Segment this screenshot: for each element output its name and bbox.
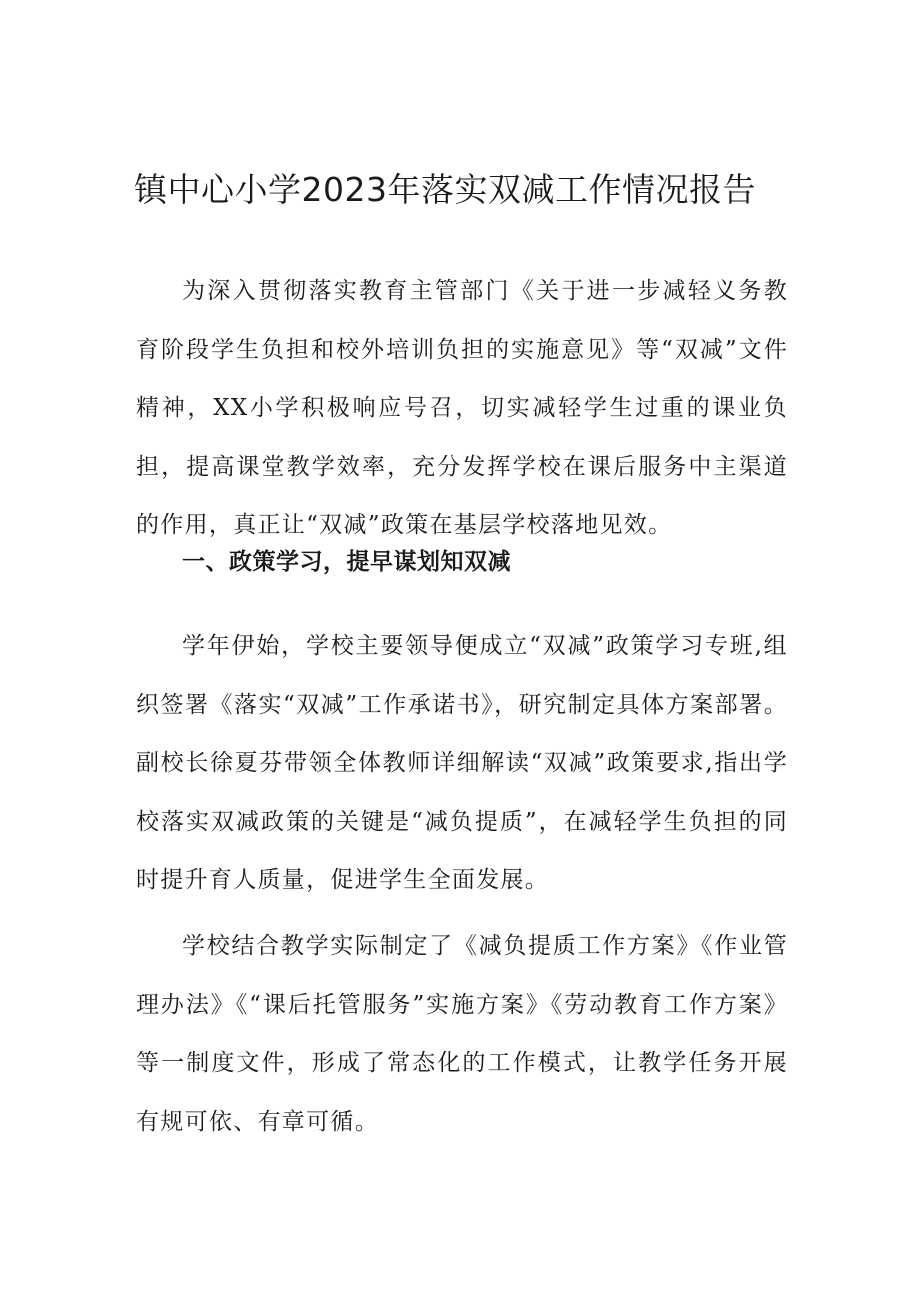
document-title: 镇中心小学2023年落实双减工作情况报告 [134, 170, 756, 209]
intro-paragraph: 为深入贯彻落实教育主管部门《关于进一步减轻义务教育阶段学生负担和校外培训负担的实施意见》等“双减”文件精神，XX小学积极响应号召，切实减轻学生过重的课业负担，提高课堂教学效率，充分发挥学校在课后服务中主渠道的作用，真正让“双减”政策在基层学校落地见效。 [136, 278, 788, 538]
section-heading-policy-study: 一、政策学习，提早谋划知双减 [182, 549, 511, 575]
section1-paragraph-1: 学年伊始，学校主要领导便成立“双减”政策学习专班,组织签署《落实“双减”工作承诺书》，研究制定具体方案部署。副校长徐夏芬带领全体教师详细解读“双减”政策要求,指出学校落实双减政策的关键是“减负提质”，在减轻学生负担的同时提升育人质量，促进学生全面发展。 [136, 633, 788, 893]
section1-paragraph-2: 学校结合教学实际制定了《减负提质工作方案》《作业管理办法》《“课后托管服务”实施方案》《劳动教育工作方案》等一制度文件，形成了常态化的工作模式，让教学任务开展有规可依、有章可循。 [136, 933, 788, 1135]
